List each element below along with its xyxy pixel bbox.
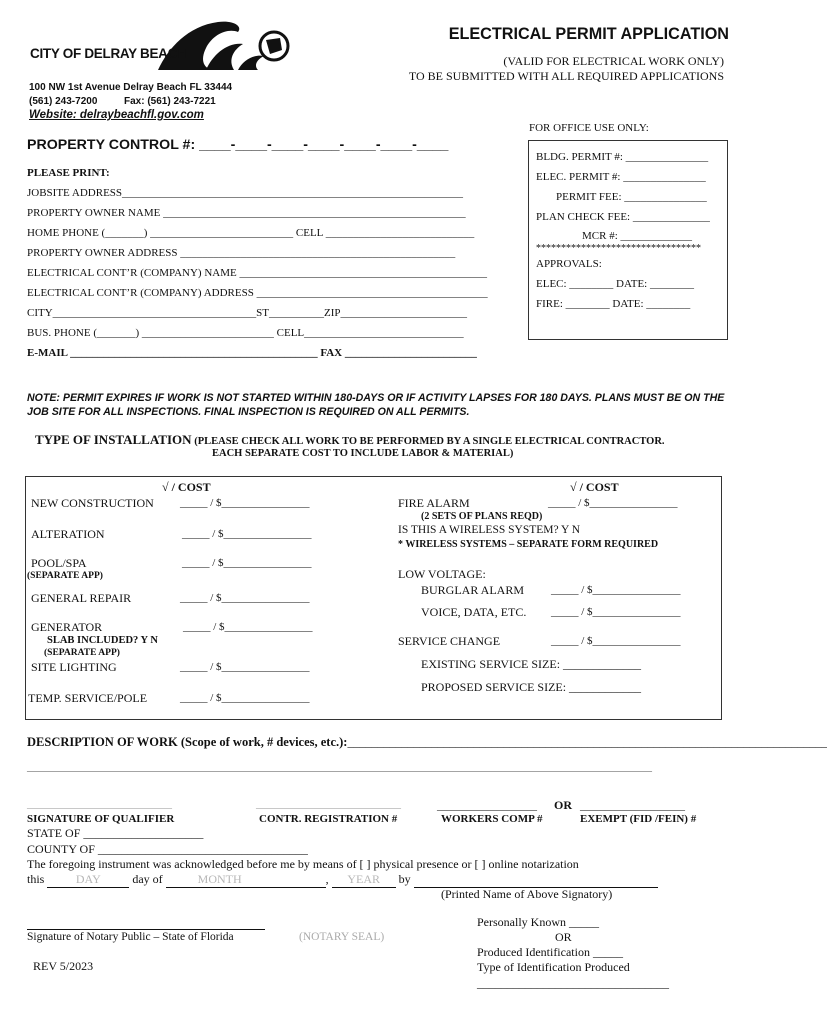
burglar-alarm-cost[interactable]: _____ / $________________ (551, 584, 681, 596)
county-of-field[interactable]: COUNTY OF ___________________________________ (27, 842, 308, 856)
email-fax-field[interactable]: E-MAIL _____________________________________________ FAX ________________________ (27, 347, 477, 359)
logo-text: CITY OF DELRAY BEACH (30, 46, 187, 61)
owner-address-field[interactable]: PROPERTY OWNER ADDRESS __________________________________________________ (27, 247, 456, 259)
description-line-2[interactable]: _____________________________________________________________________________________________________________________________ (27, 762, 652, 773)
contr-registration-label: CONTR. REGISTRATION # (259, 813, 398, 825)
owner-name-field[interactable]: PROPERTY OWNER NAME _______________________________________________________ (27, 207, 466, 219)
contr-registration-line[interactable]: _____________________________ (256, 799, 401, 810)
month-placeholder: MONTH (197, 872, 242, 886)
or-label: OR (554, 798, 572, 812)
wireless-note: * WIRELESS SYSTEMS – SEPARATE FORM REQUIRED (398, 539, 659, 550)
generator-cost[interactable]: _____ / $________________ (183, 621, 313, 633)
qualifier-label: SIGNATURE OF QUALIFIER (27, 813, 175, 825)
slab-included[interactable]: SLAB INCLUDED? Y N (47, 635, 158, 646)
qualifier-signature-line[interactable]: _____________________________ (27, 799, 172, 810)
service-change-cost[interactable]: _____ / $________________ (551, 635, 681, 647)
elec-approval-field[interactable]: ELEC: ________ DATE: ________ (536, 278, 694, 290)
general-repair-cost[interactable]: _____ / $________________ (180, 592, 310, 604)
city-phone: (561) 243-7200 (29, 96, 98, 107)
low-voltage-label: LOW VOLTAGE: (398, 567, 486, 581)
type-id-label: Type of Identification Produced (477, 960, 630, 974)
installation-instruction-2: EACH SEPARATE COST TO INCLUDE LABOR & MATERIAL) (212, 448, 514, 459)
notary-signature-line[interactable] (27, 929, 265, 930)
workers-comp-line[interactable]: ____________________ (437, 801, 537, 812)
left-cost-header: √ / COST (162, 480, 211, 494)
temp-service-label: TEMP. SERVICE/POLE (28, 691, 148, 705)
service-change-label: SERVICE CHANGE (398, 634, 501, 648)
personally-known-field[interactable]: Personally Known _____ (477, 915, 599, 929)
new-construction-cost[interactable]: _____ / $________________ (180, 497, 310, 509)
this-label: this (27, 872, 45, 886)
office-use-heading: FOR OFFICE USE ONLY: (529, 122, 649, 134)
permit-fee-field[interactable]: PERMIT FEE: _______________ (556, 191, 707, 203)
temp-service-cost[interactable]: _____ / $________________ (180, 692, 310, 704)
approvals-label: APPROVALS: (536, 258, 602, 270)
notary-seal: (NOTARY SEAL) (299, 931, 385, 943)
mcr-field[interactable]: MCR #: _____________ (582, 230, 693, 242)
exempt-label: EXEMPT (FID /FEIN) # (580, 813, 697, 825)
site-lighting-cost[interactable]: _____ / $________________ (180, 661, 310, 673)
notary-or-label: OR (555, 930, 572, 944)
subtitle-submit: TO BE SUBMITTED WITH ALL REQUIRED APPLICATIONS (408, 69, 724, 83)
generator-label: GENERATOR (31, 620, 103, 634)
page-title: ELECTRICAL PERMIT APPLICATION (448, 25, 729, 43)
subtitle-valid: (VALID FOR ELECTRICAL WORK ONLY) (503, 54, 724, 68)
notary-signature-label: Signature of Notary Public – State of Florida (27, 931, 234, 943)
wireless-question[interactable]: IS THIS A WIRELESS SYSTEM? Y N (398, 524, 581, 536)
state-of-field[interactable]: STATE OF ____________________ (27, 826, 204, 840)
fire-alarm-cost[interactable]: _____ / $________________ (548, 497, 678, 509)
elec-permit-field[interactable]: ELEC. PERMIT #: _______________ (536, 171, 706, 183)
generator-separate-app: (SEPARATE APP) (44, 648, 120, 658)
year-placeholder: YEAR (347, 872, 380, 886)
workers-comp-label: WORKERS COMP # (441, 813, 543, 825)
please-print-label: PLEASE PRINT: (27, 167, 110, 179)
acknowledgement-date-line: this DAY day of MONTH , YEAR by (27, 872, 658, 888)
plans-reqd-note: (2 SETS OF PLANS REQD) (421, 511, 543, 522)
installation-instruction: (PLEASE CHECK ALL WORK TO BE PERFORMED BY A SINGLE ELECTRICAL CONTRACTOR. (194, 436, 665, 447)
bldg-permit-field[interactable]: BLDG. PERMIT #: _______________ (536, 151, 709, 163)
pool-separate-app: (SEPARATE APP) (27, 571, 103, 581)
voice-data-label: VOICE, DATA, ETC. (421, 605, 527, 619)
burglar-alarm-label: BURGLAR ALARM (421, 583, 525, 597)
description-label (27, 735, 827, 750)
description-title: DESCRIPTION OF WORK (Scope of work, # devices, etc.): (27, 735, 348, 749)
fire-alarm-label: FIRE ALARM (398, 496, 470, 510)
produced-id-field[interactable]: Produced Identification _____ (477, 945, 623, 959)
general-repair-label: GENERAL REPAIR (31, 591, 132, 605)
city-state-zip-field[interactable]: CITY_____________________________________ST__________ZIP_______________________ (27, 307, 467, 319)
right-cost-header: √ / COST (570, 480, 619, 494)
contractor-name-field[interactable]: ELECTRICAL CONT’R (COMPANY) NAME _____________________________________________ (27, 267, 487, 279)
printed-name-label: (Printed Name of Above Signatory) (441, 887, 613, 901)
by-label: by (398, 872, 411, 886)
revision-label: REV 5/2023 (33, 959, 94, 973)
voice-data-cost[interactable]: _____ / $________________ (551, 606, 681, 618)
type-id-field[interactable]: ________________________________ (477, 976, 669, 990)
office-divider: ********************************* (536, 243, 701, 254)
month-field[interactable] (166, 872, 326, 888)
day-field[interactable] (47, 872, 129, 888)
home-phone-field[interactable]: HOME PHONE (_______) __________________________ CELL ___________________________ (27, 227, 475, 239)
installation-heading (35, 432, 665, 448)
new-construction-label: NEW CONSTRUCTION (31, 496, 154, 510)
plan-check-fee-field[interactable]: PLAN CHECK FEE: ______________ (536, 211, 710, 223)
foregoing-statement: The foregoing instrument was acknowledged before me by means of [ ] physical presence or [ ] online notarization (27, 857, 579, 871)
day-placeholder: DAY (75, 872, 101, 886)
pool-spa-cost[interactable]: _____ / $________________ (182, 557, 312, 569)
city-website[interactable]: Website: delraybeachfl.gov.com (29, 109, 204, 121)
existing-service-size[interactable]: EXISTING SERVICE SIZE: _____________ (421, 657, 642, 671)
city-address: 100 NW 1st Avenue Delray Beach FL 33444 (29, 82, 233, 93)
fire-approval-field[interactable]: FIRE: ________ DATE: ________ (536, 298, 691, 310)
contractor-address-field[interactable]: ELECTRICAL CONT’R (COMPANY) ADDRESS __________________________________________ (27, 287, 488, 299)
exempt-line[interactable]: _____________________ (580, 801, 685, 812)
jobsite-address-field[interactable]: JOBSITE ADDRESS______________________________________________________________ (27, 187, 464, 199)
description-line-1[interactable]: ________________________________________________________________________________ (347, 735, 827, 749)
installation-title: TYPE OF INSTALLATION (35, 432, 192, 447)
signatory-name-field[interactable] (414, 872, 658, 888)
proposed-service-size[interactable]: PROPOSED SERVICE SIZE: ____________ (421, 680, 642, 694)
property-control-field[interactable]: PROPERTY CONTROL #: ____-____-____-____-____-____-____ (27, 137, 449, 153)
alteration-cost[interactable]: _____ / $________________ (182, 528, 312, 540)
year-field[interactable] (332, 872, 396, 888)
business-phone-field[interactable]: BUS. PHONE (_______) ________________________ CELL_____________________________ (27, 327, 464, 339)
day-of-label: day of (132, 872, 163, 886)
site-lighting-label: SITE LIGHTING (31, 660, 117, 674)
pool-spa-label: POOL/SPA (31, 556, 87, 570)
city-fax: Fax: (561) 243-7221 (124, 96, 216, 107)
permit-note: NOTE: PERMIT EXPIRES IF WORK IS NOT STARTED WITHIN 180-DAYS OR IF ACTIVITY LAPSES FOR 180 DAYS. PLANS MUST BE ON THE JOB SITE FOR ALL INSPECTIONS. FINAL INSPECTION IS REQUIRED ON ALL PERMITS. (27, 392, 725, 418)
alteration-label: ALTERATION (31, 527, 105, 541)
